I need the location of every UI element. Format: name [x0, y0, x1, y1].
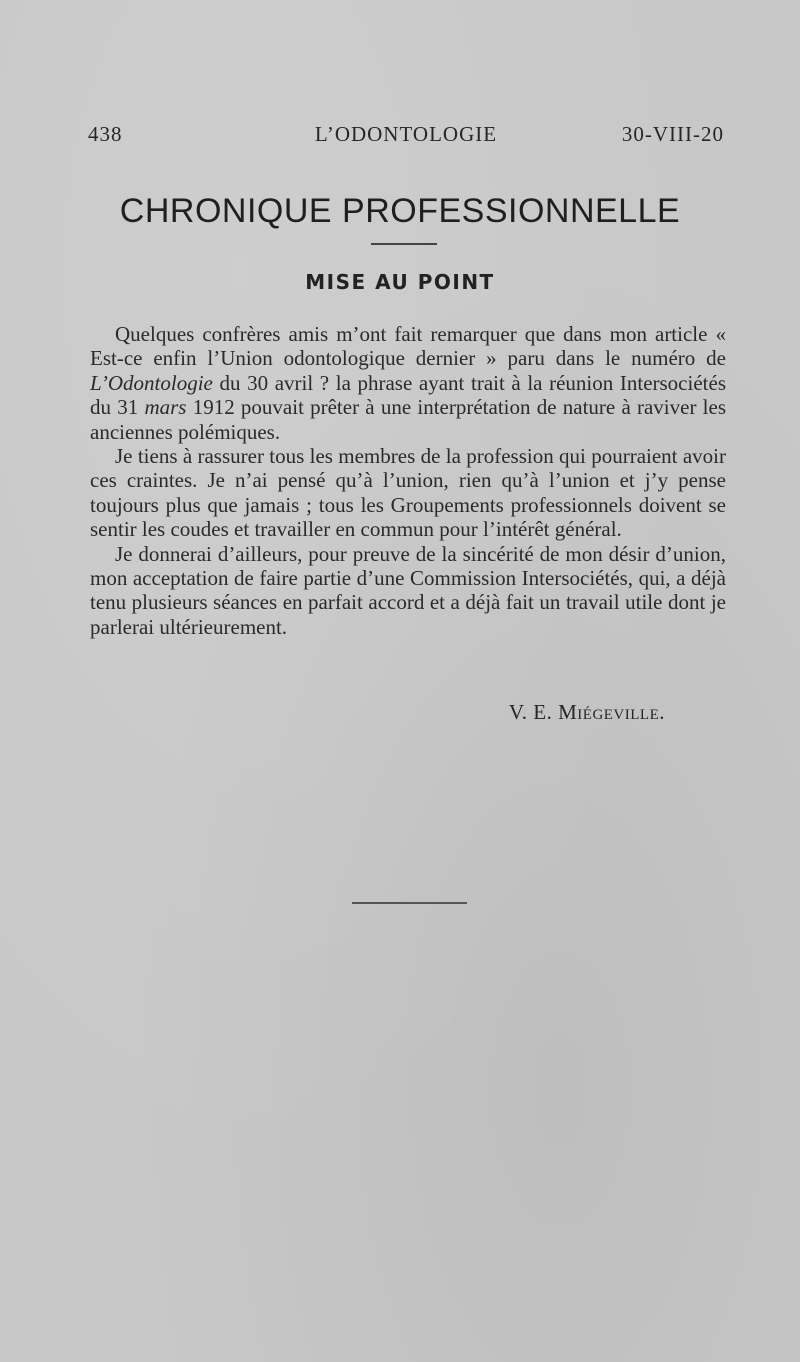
journal-name-italic: L’Odontologie — [90, 370, 213, 395]
section-title: CHRONIQUE PROFESSIONNELLE — [119, 192, 681, 230]
paragraph-2: Je tiens à rassurer tous les membres de la profession qui pourraient avoir ces craintes. Je n’ai pensé qu’à l’union, rien qu’à l’union et j’y pense toujours plus que jamais ; tous les Groupements professionnels doivent se sentir les coudes et travailler en commun pour l’intérêt général. — [90, 444, 726, 542]
article-subtitle: MISE AU POINT — [305, 270, 495, 294]
closing-divider — [352, 902, 467, 904]
author-signature — [420, 700, 665, 725]
title-divider — [371, 243, 437, 245]
author-initials: V. E. — [508, 700, 559, 724]
paragraph-1-part-1: Quelques confrères amis m’ont fait remarquer que dans mon article « Est-ce enfin l’Union odontologique dernier » paru dans le numéro de — [90, 322, 726, 371]
paragraph-1-part-2: du 30 avril ? la phrase ayant trait à la réunion Intersociétés du 31 — [90, 370, 726, 420]
page-number: 438 — [88, 122, 123, 146]
issue-date: 30-VIII-20 — [621, 122, 724, 146]
paragraph-3: Je donnerai d’ailleurs, pour preuve de la sincérité de mon désir d’union, mon acceptation de faire partie d’une Commission Intersociétés, qui, a déjà tenu plusieurs séances en parfait accord et a déjà fait un travail utile dont je parlerai ultérieurement. — [90, 541, 726, 639]
journal-title: L’ODONTOLOGIE — [314, 122, 498, 146]
paragraph-1-part-3: 1912 pouvait prêter à une interprétation de nature à raviver les anciennes polémiques. — [90, 395, 727, 444]
running-header — [88, 122, 724, 152]
author-surname: Miégeville. — [558, 700, 665, 724]
month-italic: mars — [144, 395, 187, 420]
article-body — [90, 322, 726, 639]
paragraph-1 — [90, 322, 726, 444]
